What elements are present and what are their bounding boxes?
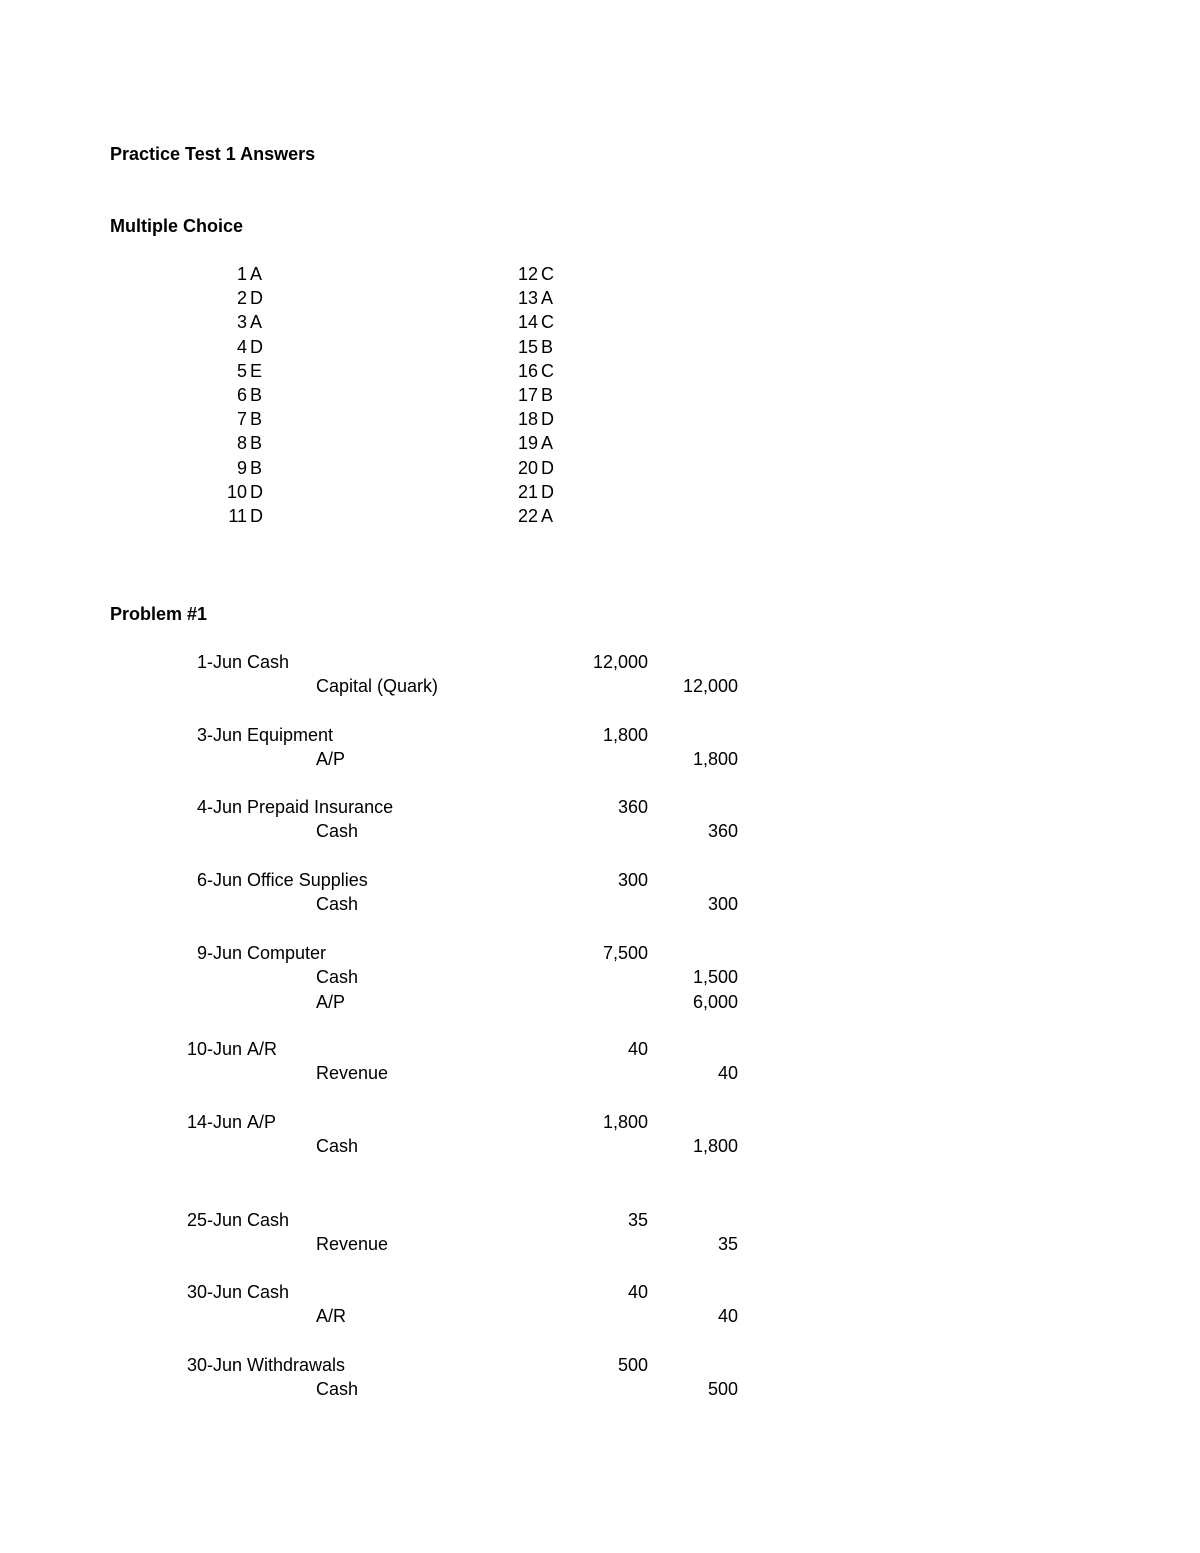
- answer-letter: D: [541, 481, 554, 502]
- entry-date: 30-Jun: [186, 1282, 242, 1302]
- answer-letter: B: [250, 385, 263, 405]
- debit-amount: 40: [627, 1039, 648, 1059]
- answer-number: 3: [236, 312, 247, 333]
- credit-account: Cash: [316, 967, 359, 988]
- debit-account: Cash: [247, 652, 290, 672]
- answer-number: 19: [517, 433, 538, 454]
- answer-number: 13: [517, 288, 538, 309]
- credit-amount: 1,800: [692, 749, 738, 770]
- credit-amount: 1,500: [692, 967, 738, 988]
- answer-letter: A: [541, 433, 554, 454]
- entry-date: 14-Jun: [186, 1112, 242, 1132]
- debit-account: Cash: [247, 1282, 290, 1302]
- answer-number: 16: [517, 360, 538, 381]
- credit-account: Cash: [316, 1136, 359, 1157]
- credit-amount: 500: [707, 1379, 738, 1400]
- debit-account: Office Supplies: [247, 870, 368, 890]
- debit-amount: 500: [617, 1355, 648, 1375]
- credit-amount: 12,000: [682, 676, 738, 697]
- entry-date: 25-Jun: [186, 1210, 242, 1230]
- entry-date: 6-Jun: [196, 870, 242, 890]
- debit-amount: 7,500: [602, 943, 648, 963]
- answer-number: 9: [236, 457, 247, 478]
- answer-number: 8: [236, 433, 247, 454]
- answer-number: 15: [517, 336, 538, 357]
- debit-amount: 300: [617, 870, 648, 890]
- answer-number: 17: [517, 385, 538, 405]
- entry-date: 3-Jun: [196, 725, 242, 745]
- credit-amount: 360: [707, 821, 738, 842]
- answer-number: 7: [236, 409, 247, 430]
- entry-date: 1-Jun: [196, 652, 242, 672]
- answer-letter: A: [250, 264, 263, 284]
- debit-account: Computer: [247, 943, 327, 963]
- answer-number: 2: [236, 288, 247, 309]
- answer-letter: A: [541, 288, 554, 309]
- answer-letter: A: [541, 506, 554, 526]
- credit-account: Revenue: [316, 1063, 389, 1084]
- answer-number: 21: [517, 481, 538, 502]
- answer-number: 1: [236, 264, 247, 284]
- answer-letter: A: [250, 312, 263, 333]
- answer-number: 10: [226, 481, 247, 502]
- entry-date: 4-Jun: [196, 797, 242, 817]
- debit-amount: 1,800: [602, 1112, 648, 1132]
- answer-letter: D: [541, 457, 554, 478]
- debit-amount: 1,800: [602, 725, 648, 745]
- answer-letter: D: [541, 409, 554, 430]
- answer-letter: B: [541, 385, 554, 405]
- answer-letter: B: [250, 409, 263, 430]
- answer-letter: B: [541, 336, 554, 357]
- answer-number: 11: [228, 506, 247, 526]
- answer-letter: D: [250, 481, 263, 502]
- credit-account: Cash: [316, 894, 359, 915]
- debit-amount: 360: [617, 797, 648, 817]
- page-title: Practice Test 1 Answers: [110, 144, 316, 164]
- credit-amount: 35: [717, 1234, 738, 1255]
- answer-number: 22: [517, 506, 538, 526]
- answer-letter: D: [250, 506, 263, 526]
- answer-number: 5: [236, 360, 247, 381]
- entry-date: 10-Jun: [186, 1039, 242, 1059]
- debit-account: Equipment: [247, 725, 334, 745]
- entry-date: 30-Jun: [186, 1355, 242, 1375]
- answer-number: 20: [517, 457, 538, 478]
- debit-amount: 35: [627, 1210, 648, 1230]
- credit-account: A/R: [316, 1306, 347, 1327]
- answer-letter: D: [250, 336, 263, 357]
- debit-account: A/R: [247, 1039, 278, 1059]
- answer-number: 18: [517, 409, 538, 430]
- credit-amount: 40: [717, 1306, 738, 1327]
- credit-amount: 300: [707, 894, 738, 915]
- debit-account: Cash: [247, 1210, 290, 1230]
- entry-date: 9-Jun: [196, 943, 242, 963]
- credit-account: Cash: [316, 1379, 359, 1400]
- credit-account: Revenue: [316, 1234, 389, 1255]
- answer-letter: C: [541, 360, 554, 381]
- answer-number: 6: [236, 385, 247, 405]
- debit-amount: 40: [627, 1282, 648, 1302]
- credit-account: Cash: [316, 821, 359, 842]
- answer-number: 12: [517, 264, 538, 284]
- credit-amount: 1,800: [692, 1136, 738, 1157]
- answer-letter: D: [250, 288, 263, 309]
- credit-account: A/P: [316, 749, 346, 770]
- debit-account: Withdrawals: [247, 1355, 346, 1375]
- answer-letter: B: [250, 433, 263, 454]
- debit-account: Prepaid Insurance: [247, 797, 394, 817]
- answer-number: 4: [236, 336, 247, 357]
- multiple-choice-heading: Multiple Choice: [110, 216, 244, 236]
- answer-letter: C: [541, 264, 554, 284]
- debit-amount: 12,000: [592, 652, 648, 672]
- credit-account: Capital (Quark): [316, 676, 439, 697]
- answer-number: 14: [517, 312, 538, 333]
- answer-letter: E: [250, 360, 263, 381]
- credit-amount: 6,000: [692, 991, 738, 1012]
- problem-1-heading: Problem #1: [110, 604, 208, 624]
- credit-account: A/P: [316, 991, 346, 1012]
- credit-amount: 40: [717, 1063, 738, 1084]
- answer-letter: B: [250, 457, 263, 478]
- answer-letter: C: [541, 312, 554, 333]
- debit-account: A/P: [247, 1112, 277, 1132]
